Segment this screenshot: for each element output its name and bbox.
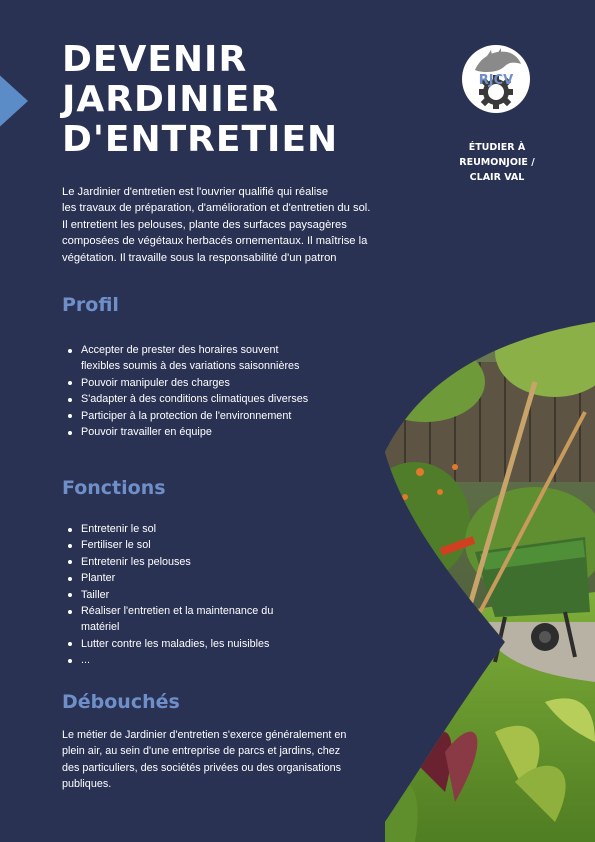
list-item	[62, 375, 362, 391]
list-item	[62, 408, 362, 424]
school-label-line: REUMONJOIE /	[459, 157, 535, 168]
list-item	[62, 554, 362, 570]
intro-line: Il entretient les pelouses, plante des surfaces paysagères	[62, 218, 347, 231]
list-item	[62, 587, 362, 603]
garden-photo	[385, 322, 595, 842]
school-logo-icon	[461, 40, 531, 118]
school-label-line: CLAIR VAL	[469, 172, 525, 183]
list-item-line: Lutter contre les maladies, les nuisibles	[81, 637, 270, 650]
list-item-line: flexibles soumis à des variations saisonnières	[81, 360, 300, 373]
debouches-paragraph	[62, 727, 402, 793]
list-item-line: ...	[81, 654, 90, 667]
debouches-line: plein air, au sein d'une entreprise de parcs et jardins, chez	[62, 745, 341, 758]
list-item	[62, 652, 362, 668]
profil-heading: Profil	[62, 294, 119, 316]
list-item	[62, 521, 362, 537]
list-item-line: Pouvoir travailler en équipe	[81, 426, 212, 439]
intro-line: composées de végétaux herbacés ornementaux. Il maîtrise la	[62, 235, 368, 248]
list-item-line: Réaliser l'entretien et la maintenance du	[81, 605, 274, 618]
profil-list	[62, 342, 362, 440]
fonctions-heading: Fonctions	[62, 477, 166, 499]
list-item	[62, 570, 362, 586]
list-item	[62, 424, 362, 440]
chevron-arrow-icon	[0, 70, 28, 132]
list-item	[62, 636, 362, 652]
list-item-line: S'adapter à des conditions climatiques diverses	[81, 393, 309, 406]
intro-line: Le Jardinier d'entretien est l'ouvrier qualifié qui réalise	[62, 186, 329, 198]
intro-line: végétation. Il travaille sous la responsabilité d'un patron	[62, 251, 337, 264]
list-item	[62, 342, 362, 375]
list-item-line: Entretenir les pelouses	[81, 555, 191, 568]
title-line: D'ENTRETIEN	[62, 119, 339, 160]
debouches-line: publiques.	[62, 778, 112, 791]
title-line: DEVENIR	[62, 39, 248, 80]
list-item-line: Participer à la protection de l'environnement	[81, 409, 292, 422]
list-item-line: Accepter de prester des horaires souvent	[81, 344, 279, 356]
intro-line: les travaux de préparation, d'amélioration et d'entretien du sol.	[62, 202, 371, 215]
list-item	[62, 603, 362, 636]
intro-paragraph	[62, 184, 417, 266]
page-title	[62, 40, 382, 160]
title-line: JARDINIER	[62, 79, 280, 120]
school-label-line: ÉTUDIER À	[468, 142, 526, 153]
debouches-heading: Débouchés	[62, 691, 180, 713]
debouches-line: des particuliers, des sociétés privées ou des organisations	[62, 761, 342, 774]
list-item	[62, 391, 362, 407]
logo-text: RJCV	[478, 73, 514, 88]
debouches-line: Le métier de Jardinier d'entretien s'exerce généralement en	[62, 729, 347, 741]
list-item-line: Planter	[81, 572, 116, 585]
list-item-line: Pouvoir manipuler des charges	[81, 376, 230, 389]
fonctions-list	[62, 521, 362, 669]
list-item-line: Fertiliser le sol	[81, 539, 151, 552]
list-item	[62, 537, 362, 553]
school-label	[452, 140, 542, 185]
list-item-line: Entretenir le sol	[81, 523, 157, 535]
list-item-line: Tailler	[81, 588, 110, 601]
list-item-line: matériel	[81, 621, 120, 634]
